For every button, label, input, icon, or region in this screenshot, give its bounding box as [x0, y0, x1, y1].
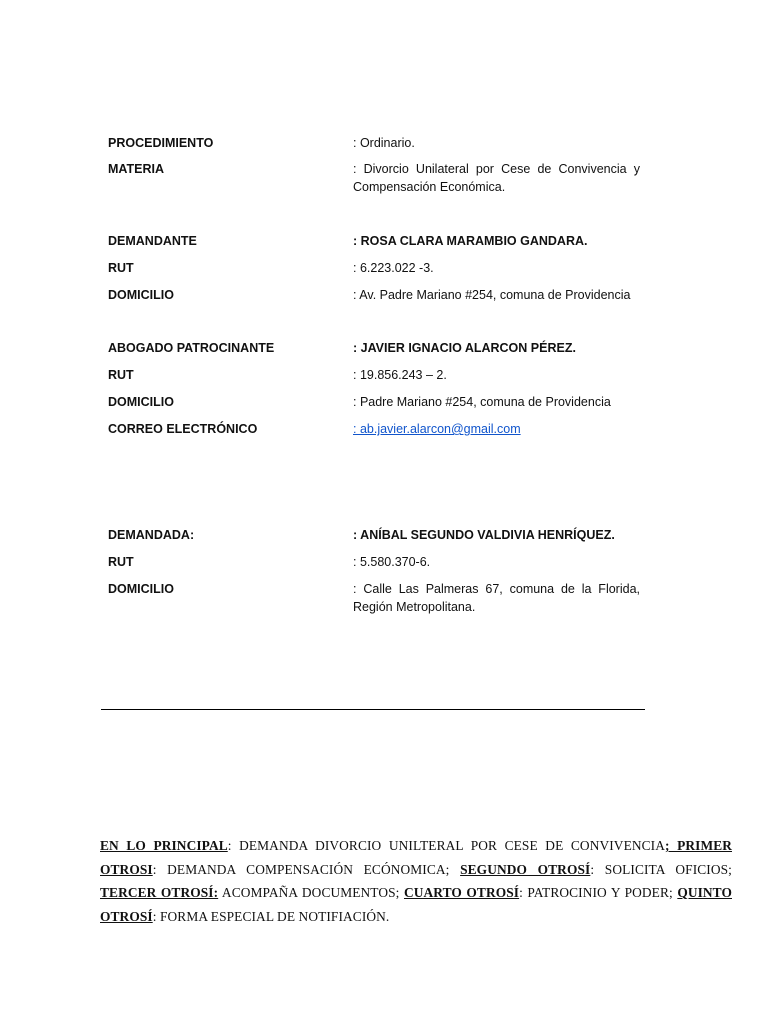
field-label: CORREO ELECTRÓNICO	[108, 422, 258, 436]
field-row-demandante	[108, 232, 640, 250]
field-label: RUT	[108, 555, 134, 569]
field-label: DOMICILIO	[108, 288, 174, 302]
field-label: RUT	[108, 261, 134, 275]
primer-otrosi-label: ; PRIMER OTROSI	[100, 838, 732, 877]
field-row-abogado	[108, 339, 640, 357]
field-row-domicilio-demandante	[108, 286, 640, 304]
quinto-otrosi-text: : FORMA ESPECIAL DE NOTIFIACIÓN.	[152, 908, 390, 924]
field-value: : 6.223.022 -3.	[353, 261, 434, 275]
field-value: : ROSA CLARA MARAMBIO GANDARA.	[353, 234, 588, 248]
field-label: DEMANDADA:	[108, 528, 195, 542]
case-header-fields	[108, 134, 640, 616]
field-row-domicilio-demandada	[108, 580, 640, 616]
segundo-otrosi-label: SEGUNDO OTROSÍ	[460, 861, 591, 877]
field-row-materia	[108, 160, 640, 196]
cuarto-otrosi-label: CUARTO OTROSÍ	[403, 885, 520, 900]
field-label: MATERIA	[108, 162, 165, 176]
field-label: DEMANDANTE	[108, 234, 197, 248]
field-row-rut-demandante	[108, 259, 640, 277]
field-value: : Ordinario.	[353, 136, 415, 150]
field-row-rut-demandada	[108, 553, 640, 571]
field-value: : Divorcio Unilateral por Cese de Convivencia y Compensación Económica.	[353, 162, 640, 194]
tercer-otrosi-label: TERCER OTROSÍ:	[100, 885, 219, 900]
field-row-demandada	[108, 526, 640, 544]
section-divider	[101, 709, 645, 710]
field-label: ABOGADO PATROCINANTE	[108, 341, 275, 355]
document-summary	[100, 834, 732, 928]
field-value: : ANÍBAL SEGUNDO VALDIVIA HENRÍQUEZ.	[353, 528, 615, 542]
field-value	[353, 420, 640, 438]
field-row-procedimiento	[108, 134, 640, 152]
tercer-otrosi-text: ACOMPAÑA DOCUMENTOS;	[218, 885, 404, 900]
field-value: : 5.580.370-6.	[353, 555, 431, 569]
email-link[interactable]: : ab.javier.alarcon@gmail.com	[353, 422, 521, 436]
primer-otrosi-text: : DEMANDA COMPENSACIÓN ECÓNOMICA;	[152, 861, 461, 877]
principal-label: EN LO PRINCIPAL	[100, 838, 228, 853]
quinto-otrosi-label: QUINTO OTROSÍ	[100, 885, 732, 924]
field-value: : JAVIER IGNACIO ALARCON PÉREZ.	[353, 341, 576, 355]
field-row-correo	[108, 420, 640, 438]
field-value: : Calle Las Palmeras 67, comuna de la Florida, Región Metropolitana.	[353, 582, 640, 614]
principal-text: : DEMANDA DIVORCIO UNILTERAL POR CESE DE CONVIVENCIA	[227, 838, 665, 853]
field-value: : Av. Padre Mariano #254, comuna de Providencia	[353, 288, 631, 302]
segundo-otrosi-text: : SOLICITA OFICIOS;	[590, 861, 733, 877]
field-row-domicilio-abogado	[108, 393, 640, 411]
field-label: PROCEDIMIENTO	[108, 136, 214, 150]
field-label: DOMICILIO	[108, 395, 174, 409]
field-value: : Padre Mariano #254, comuna de Providencia	[353, 395, 611, 409]
field-value: : 19.856.243 – 2.	[353, 368, 447, 382]
field-label: RUT	[108, 368, 134, 382]
field-label: DOMICILIO	[108, 582, 174, 596]
cuarto-otrosi-text: : PATROCINIO Y PODER;	[519, 885, 678, 900]
field-row-rut-abogado	[108, 366, 640, 384]
